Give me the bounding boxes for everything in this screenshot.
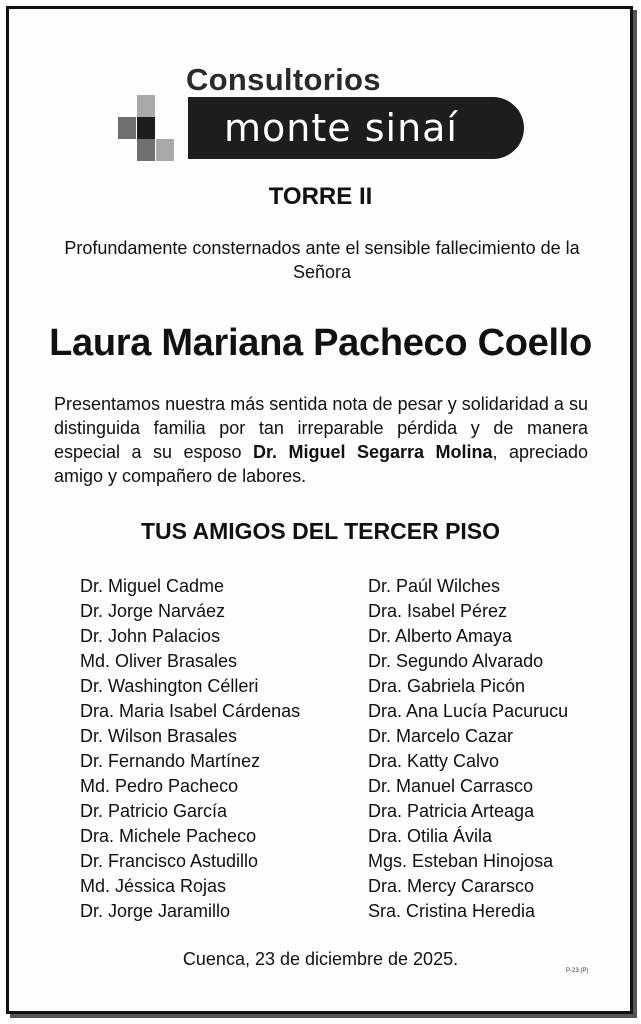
signatory: Dra. Patricia Arteaga <box>368 801 535 821</box>
signatory: Dr. Fernando Martínez <box>80 751 261 771</box>
signatory: Dr. John Palacios <box>80 626 221 646</box>
signatory: Dr. Segundo Alvarado <box>368 651 544 671</box>
signatory: Dr. Alberto Amaya <box>368 626 513 646</box>
logo-cross-square <box>118 117 136 139</box>
signatory: Dr. Manuel Carrasco <box>368 776 534 796</box>
signatory: Md. Oliver Brasales <box>80 651 238 671</box>
page-title: TORRE II <box>268 183 373 210</box>
message-part-1: Presentamos nuestra más sentida nota de pesar y solidaridad a su distinguida familia por tan irreparable pérdida y de manera especial a su esposo <box>54 394 588 462</box>
signatory: Md. Jéssica Rojas <box>80 876 227 896</box>
signatory: Dr. Marcelo Cazar <box>368 726 514 746</box>
signatory: Dr. Francisco Astudillo <box>80 851 259 871</box>
logo-pill <box>188 97 524 159</box>
condolence-message <box>54 392 588 488</box>
signatory: Dr. Jorge Jaramillo <box>80 901 231 921</box>
signatory: Dr. Wilson Brasales <box>80 726 238 746</box>
logo-cross-square <box>137 139 155 161</box>
place-date: Cuenca, 23 de diciembre de 2025. <box>182 949 459 969</box>
ad-code: P-23 (P) <box>566 968 589 974</box>
signatories-left-column <box>80 574 300 924</box>
signatories-heading: TUS AMIGOS DEL TERCER PISO <box>140 518 501 544</box>
signatory: Dr. Paúl Wilches <box>368 576 501 596</box>
signatory: Dra. Isabel Pérez <box>368 601 508 621</box>
signatory: Dra. Ana Lucía Pacurucu <box>368 701 569 721</box>
signatory: Dr. Miguel Cadme <box>80 576 225 596</box>
signatory: Sra. Cristina Heredia <box>368 901 536 921</box>
signatory: Dra. Michele Pacheco <box>80 826 257 846</box>
signatory: Dr. Washington Célleri <box>80 676 259 696</box>
logo-cross-square <box>156 139 174 161</box>
signatory: Dra. Maria Isabel Cárdenas <box>80 701 301 721</box>
intro-text: Profundamente consternados ante el sensible fallecimiento de la Señora <box>64 238 580 282</box>
signatory: Dra. Katty Calvo <box>368 751 500 771</box>
message-highlight: Dr. Miguel Segarra Molina <box>253 442 493 462</box>
logo-line-1: Consultorios <box>186 62 381 97</box>
message-part-2: , apreciado amigo y compañero de labores. <box>54 442 588 486</box>
signatory: Mgs. Esteban Hinojosa <box>368 851 554 871</box>
logo-line-2: monte sinaí <box>224 106 458 150</box>
signatories-right-column <box>368 574 568 924</box>
consultorios-monte-sinai-logo <box>118 62 538 166</box>
signatory: Dra. Otilia Ávila <box>368 826 493 846</box>
signatory: Md. Pedro Pacheco <box>80 776 239 796</box>
deceased-name: Laura Mariana Pacheco Coello <box>49 322 592 364</box>
logo-cross-square <box>137 117 155 139</box>
signatory: Dr. Jorge Narváez <box>80 601 226 621</box>
signatory: Dr. Patricio García <box>80 801 228 821</box>
signatory: Dra. Mercy Cararsco <box>368 876 535 896</box>
logo-cross-square <box>137 95 155 117</box>
signatory: Dra. Gabriela Picón <box>368 676 526 696</box>
